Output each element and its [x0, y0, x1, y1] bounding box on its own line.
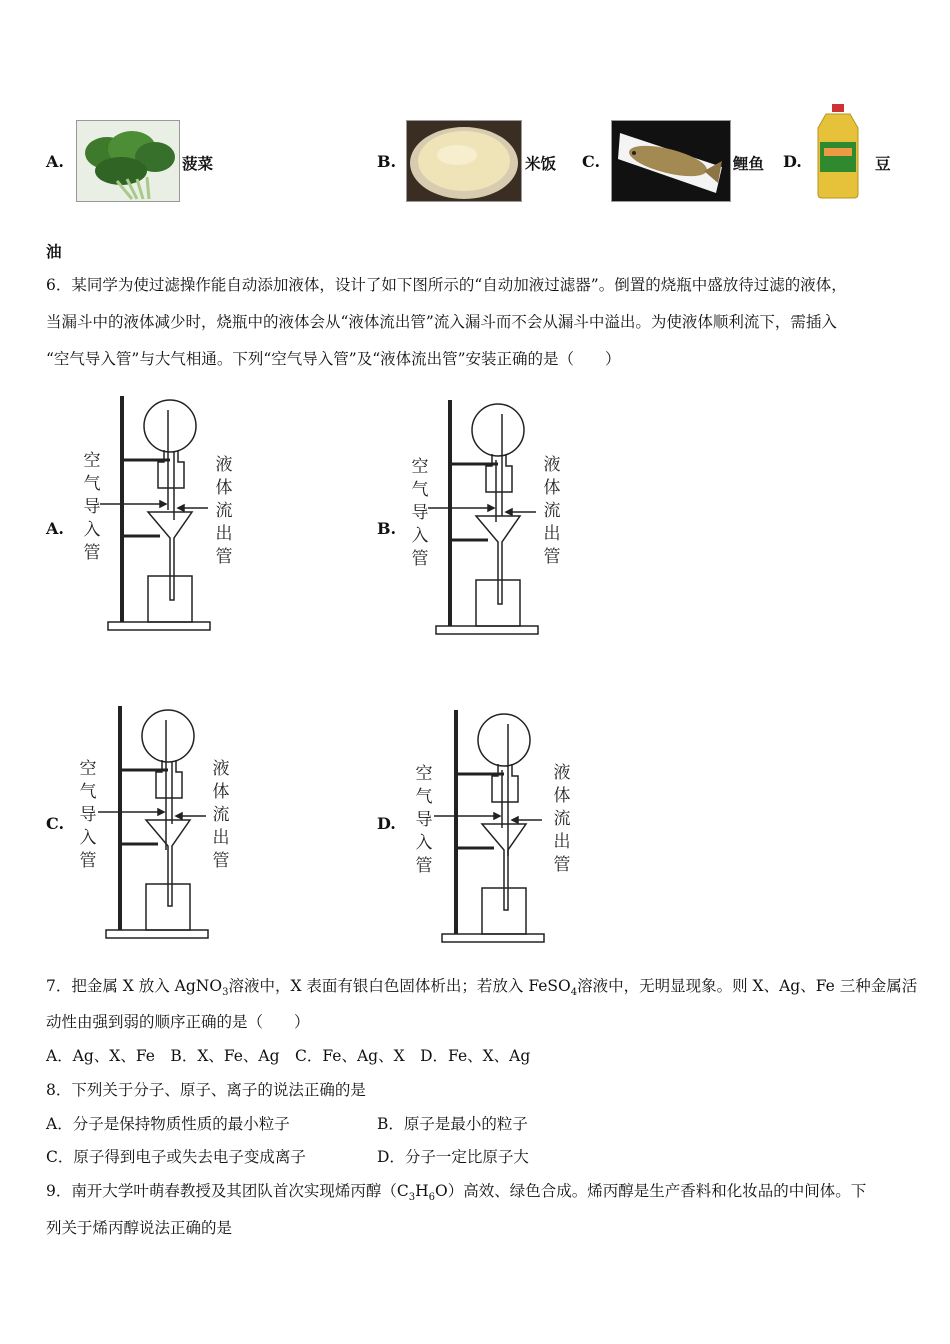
- q5-option-d-label: D.: [783, 152, 802, 171]
- q5-option-a-label: A.: [46, 152, 64, 171]
- q7-line1-part3: 溶液中，无明显现象。则 X、Ag、Fe 三种金属活: [577, 977, 918, 995]
- q8-option-d: D．分子一定比原子大: [377, 1148, 529, 1166]
- q8-option-a: A．分子是保持物质性质的最小粒子: [46, 1115, 290, 1133]
- carp-image: [611, 120, 731, 202]
- q6-option-d-right-label: 液体流出管: [553, 763, 571, 875]
- q9-subscript-3: 3: [408, 1192, 416, 1204]
- q5-option-b-label: B.: [377, 152, 397, 171]
- q6-stem-line1: 6．某同学为使过滤操作能自动添加液体，设计了如下图所示的“自动加液过滤器”。倒置的烧瓶中盛放待过滤的液体，: [46, 276, 847, 294]
- q9-stem-line2: 列关于烯丙醇说法正确的是: [46, 1219, 233, 1237]
- q6-option-c-right-label: 液体流出管: [212, 759, 230, 871]
- rice-image: [406, 120, 522, 202]
- q7-stem-line1: [46, 974, 917, 998]
- q6-option-b-right-label: 液体流出管: [543, 455, 561, 567]
- q7-stem-line2: 动性由强到弱的顺序正确的是（ ）: [46, 1013, 310, 1031]
- q6-option-a-label: A.: [46, 519, 64, 538]
- q8-option-b: B．原子是最小的粒子: [377, 1115, 528, 1133]
- q6-option-d-left-label: 空气导入管: [415, 764, 433, 876]
- q6-stem-line3: “空气导入管”与大气相通。下列“空气导入管”及“液体流出管”安装正确的是（ ）: [46, 350, 621, 368]
- q6-option-a-left-label: 空气导入管: [83, 451, 101, 563]
- q9-line1-part2: H: [415, 1182, 429, 1200]
- q5-option-b-text: 米饭: [525, 154, 557, 173]
- q9-line1-part3: O）高效、绿色合成。烯丙醇是生产香料和化妆品的中间体。下: [435, 1182, 867, 1200]
- q6-option-a-right-label: 液体流出管: [215, 455, 233, 567]
- q7-line1-part1: 7．把金属 X 放入 AgNO: [46, 977, 223, 995]
- soybean-oil-image: [812, 102, 864, 200]
- q5-option-a-text: 菠菜: [182, 154, 214, 173]
- q5-option-c-label: C.: [582, 152, 601, 171]
- q5-option-c-text: 鲤鱼: [733, 154, 765, 173]
- q6-stem-line2: 当漏斗中的液体减少时，烧瓶中的液体会从“液体流出管”流入漏斗而不会从漏斗中溢出。为使液体顺利流下，需插入: [46, 313, 837, 331]
- q8-option-c: C．原子得到电子或失去电子变成离子: [46, 1148, 306, 1166]
- q7-subscript-4: 4: [570, 987, 578, 999]
- q9-subscript-6: 6: [428, 1192, 436, 1204]
- q7-line1-part2: 溶液中，X 表面有银白色固体析出；若放入 FeSO: [228, 977, 571, 995]
- q7-subscript-3: 3: [222, 987, 229, 999]
- q6-option-d-label: D.: [377, 814, 396, 833]
- q7-options: A．Ag、X、Fe B．X、Fe、Ag C．Fe、Ag、X D．Fe、X、Ag: [46, 1047, 531, 1065]
- q6-option-c-left-label: 空气导入管: [79, 759, 97, 871]
- q5-option-d-text-part2: 油: [46, 242, 62, 261]
- q9-line1-part1: 9．南开大学叶萌春教授及其团队首次实现烯丙醇（C: [46, 1182, 409, 1200]
- q9-stem-line1: [46, 1179, 866, 1203]
- q6-option-c-label: C.: [46, 814, 65, 833]
- spinach-image: [76, 120, 180, 202]
- q6-option-b-left-label: 空气导入管: [411, 457, 429, 569]
- q6-option-b-label: B.: [377, 519, 397, 538]
- q5-option-d-text-part1: 豆: [875, 154, 891, 173]
- q8-stem: 8．下列关于分子、原子、离子的说法正确的是: [46, 1081, 366, 1099]
